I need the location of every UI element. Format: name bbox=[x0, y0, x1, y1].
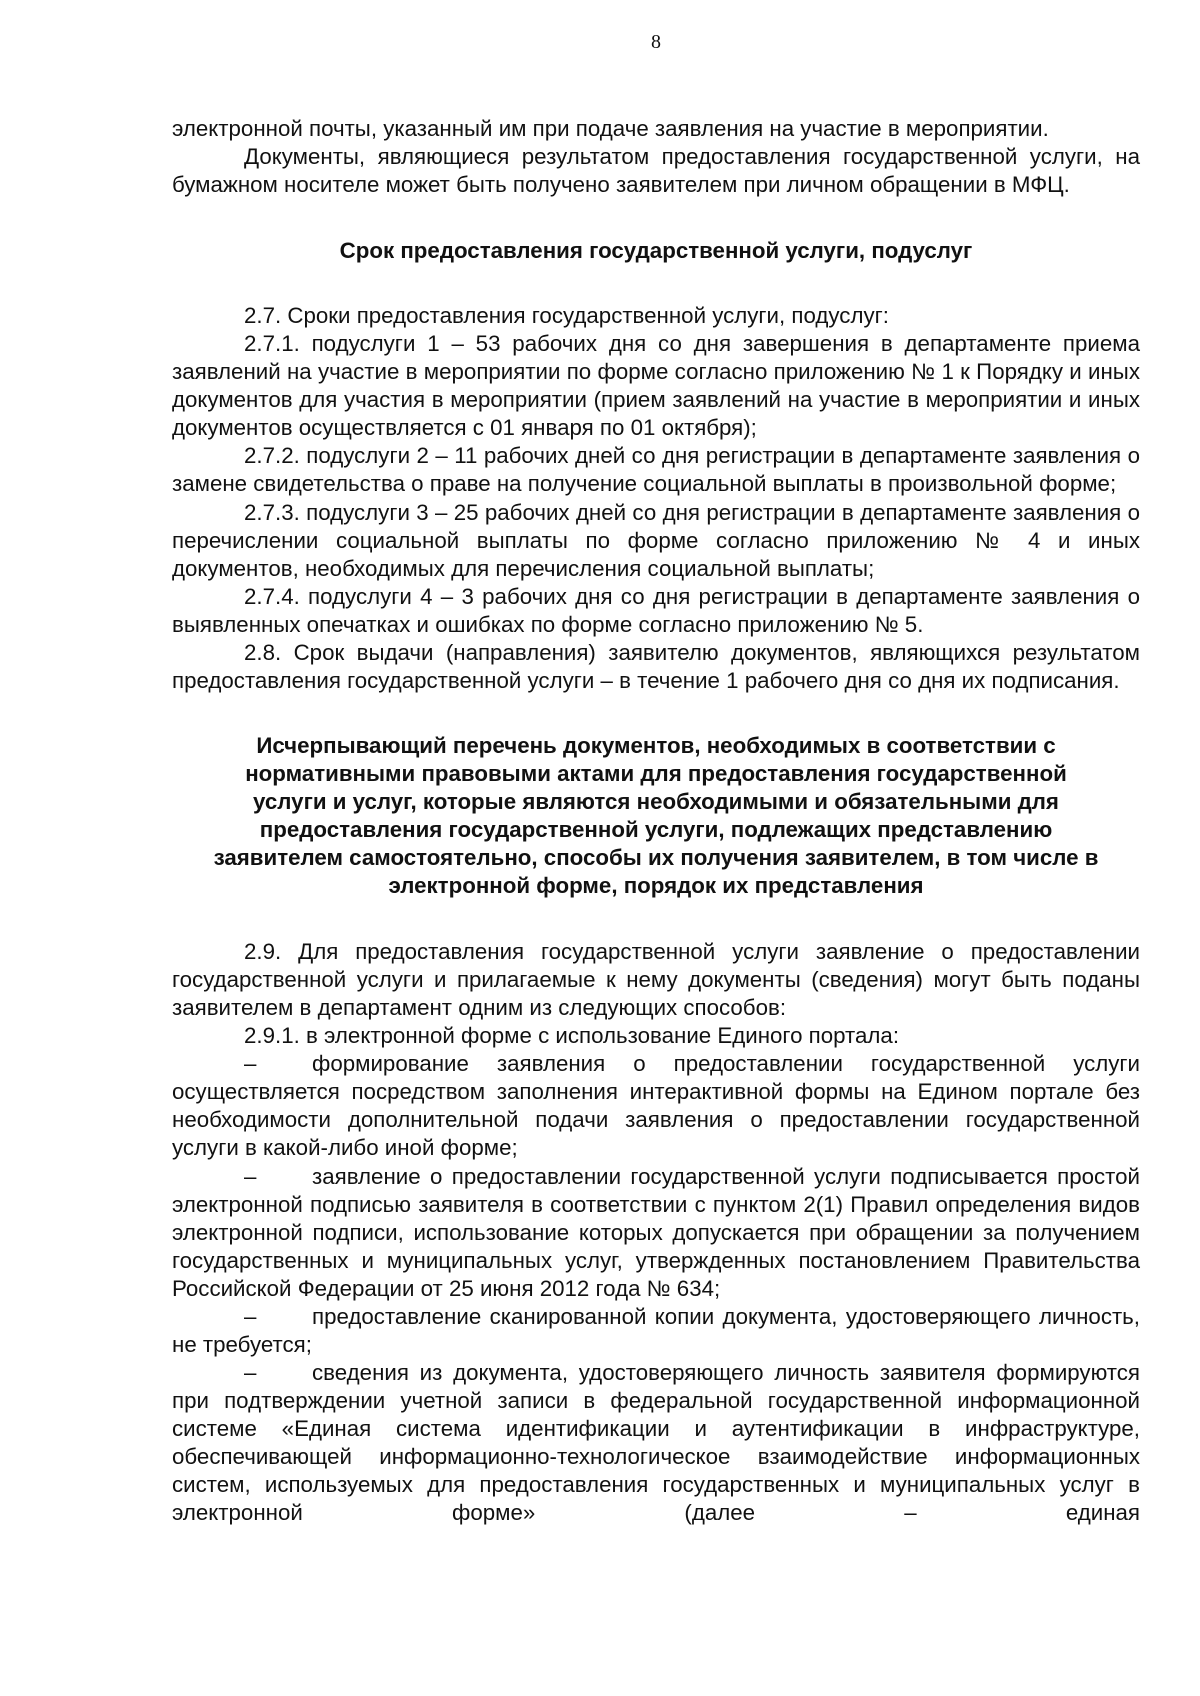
paragraph-2-8: 2.8. Срок выдачи (направления) заявителю документов, являющихся результатом предоставления государственной услуги – в течение 1 рабочего дня со дня их подписания. bbox=[172, 639, 1140, 693]
bullet-text: формирование заявления о предоставлении государственной услуги осуществляется посредством заполнения интерактивной формы на Едином портале без необходимости дополнительной подачи заявления о предоставлении государственной услуги в какой-либо иной форме; bbox=[172, 1051, 1140, 1161]
paragraph-2-7: 2.7. Сроки предоставления государственной услуги, подуслуг: bbox=[244, 303, 889, 329]
document-body bbox=[172, 115, 1140, 1527]
dash-bullet: – bbox=[244, 1303, 257, 1329]
section-heading-line: услуги и услуг, которые являются необходимыми и обязательными для bbox=[253, 788, 1059, 814]
dash-bullet: – bbox=[244, 1051, 257, 1077]
section-heading-terms: Срок предоставления государственной услуги, подуслуг bbox=[339, 238, 973, 264]
paragraph-2-7-3: 2.7.3. подуслуги 3 – 25 рабочих дней со дня регистрации в департаменте заявления о перечислении социальной выплаты по форме согласно приложению № 4 и иных документов, необходимых для перечисления социальной выплаты; bbox=[172, 499, 1140, 581]
section-heading-line: электронной форме, порядок их представления bbox=[388, 873, 924, 899]
section-heading-documents bbox=[172, 732, 1140, 900]
paragraph-2-7-2: 2.7.2. подуслуги 2 – 11 рабочих дней со дня регистрации в департаменте заявления о замене свидетельства о праве на получение социальной выплаты в произвольной форме; bbox=[172, 443, 1140, 497]
dash-bullet: – bbox=[244, 1359, 257, 1385]
section-heading-line: заявителем самостоятельно, способы их получения заявителем, в том числе в bbox=[213, 845, 1099, 871]
bullet-item bbox=[172, 1303, 1140, 1359]
paragraph-results-documents: Документы, являющиеся результатом предоставления государственной услуги, на бумажном носителе может быть получено заявителем при личном обращении в МФЦ. bbox=[172, 144, 1140, 198]
bullet-text: сведения из документа, удостоверяющего личность заявителя формируются при подтверждении учетной записи в федеральной государственной информационной системе «Единая система идентификации и аутентификации в инфраструктуре, обеспечивающей информационно-технологическое взаимодействие информационных систем, используемых для предоставления государственных и муниципальных услуг в электронной форме» (далее – единая bbox=[172, 1359, 1140, 1526]
paragraph-2-7-1: 2.7.1. подуслуги 1 – 53 рабочих дня со дня завершения в департаменте приема заявлений на участие в мероприятии по форме согласно приложению № 1 к Порядку и иных документов для участия в мероприятии (прием заявлений на участие в мероприятии и иных документов осуществляется с 01 января по 01 октября); bbox=[172, 331, 1140, 441]
bullet-item bbox=[172, 1050, 1140, 1162]
bullet-text: предоставление сканированной копии документа, удостоверяющего личность, не требуется; bbox=[172, 1303, 1140, 1357]
page-number: 8 bbox=[651, 31, 661, 53]
section-heading-line: нормативными правовыми актами для предоставления государственной bbox=[245, 760, 1067, 786]
bullet-item bbox=[172, 1163, 1140, 1303]
paragraph-2-9-1: 2.9.1. в электронной форме с использование Единого портала: bbox=[244, 1023, 900, 1049]
dash-bullet: – bbox=[244, 1163, 257, 1189]
paragraph-continued: электронной почты, указанный им при подаче заявления на участие в мероприятии. bbox=[172, 116, 1049, 141]
section-heading-line: предоставления государственной услуги, подлежащих представлению bbox=[259, 816, 1053, 842]
paragraph-2-9: 2.9. Для предоставления государственной услуги заявление о предоставлении государственной услуги и прилагаемые к нему документы (сведения) могут быть поданы заявителем в департамент одним из следующих способов: bbox=[172, 939, 1140, 1021]
paragraph-2-7-4: 2.7.4. подуслуги 4 – 3 рабочих дня со дня регистрации в департаменте заявления о выявленных опечатках и ошибках по форме согласно приложению № 5. bbox=[172, 583, 1140, 637]
bullet-item bbox=[172, 1359, 1140, 1527]
section-heading-line: Исчерпывающий перечень документов, необходимых в соответствии с bbox=[256, 732, 1056, 758]
bullet-text: заявление о предоставлении государственной услуги подписывается простой электронной подписью заявителя в соответствии с пунктом 2(1) Правил определения видов электронной подписи, использование которых допускается при обращении за получением государственных и муниципальных услуг, утвержденных постановлением Правительства Российской Федерации от 25 июня 2012 года № 634; bbox=[172, 1163, 1140, 1301]
